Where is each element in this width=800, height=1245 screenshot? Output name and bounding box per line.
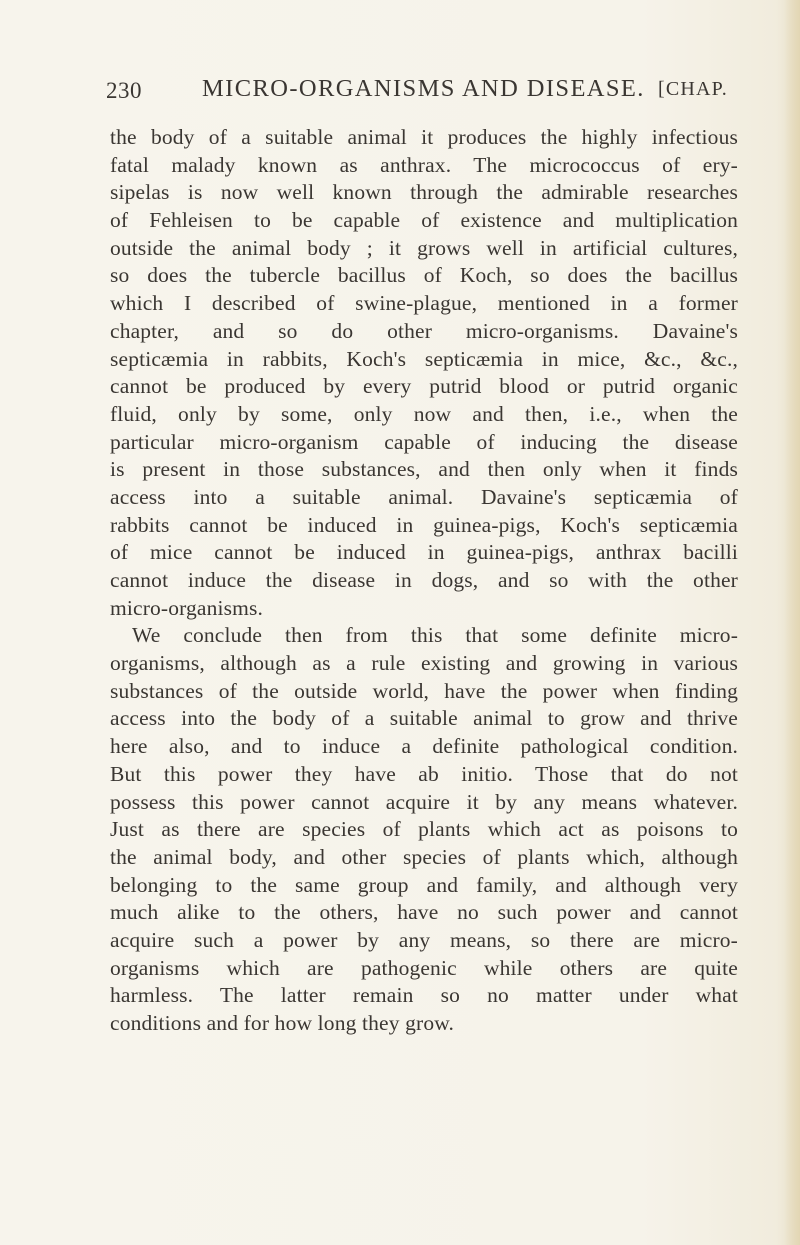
text-line: of mice cannot be induced in guinea-pigs, anthrax bacilli [110, 540, 738, 565]
text-line: cannot be produced by every putrid blood or putrid organic [110, 374, 738, 399]
chapter-marker: [CHAP. [658, 78, 728, 100]
text-line: fatal malady known as anthrax. The micrococcus of ery- [110, 152, 738, 177]
text-line: acquire such a power by any means, so there are micro- [110, 927, 738, 952]
text-line: particular micro-organism capable of inducing the disease [110, 429, 738, 454]
text-line: so does the tubercle bacillus of Koch, so does the bacillus [110, 263, 738, 288]
paragraph-start-line: We conclude then from this that some definite micro- [132, 623, 738, 648]
text-line: harmless. The latter remain so no matter under what [110, 983, 738, 1008]
text-line: But this power they have ab initio. Those that do not [110, 761, 738, 786]
text-line: belonging to the same group and family, and although very [110, 872, 738, 897]
text-line: micro-organisms. [110, 595, 264, 620]
body-text [110, 124, 738, 1038]
running-title: MICRO-ORGANISMS AND DISEASE. [202, 75, 645, 102]
text-line: here also, and to induce a definite pathological condition. [110, 734, 738, 759]
text-line: substances of the outside world, have the power when finding [110, 678, 738, 703]
text-line: the animal body, and other species of plants which, although [110, 844, 738, 869]
text-line: septicæmia in rabbits, Koch's septicæmia in mice, &c., &c., [110, 346, 738, 371]
text-line: outside the animal body ; it grows well in artificial cultures, [110, 235, 738, 260]
page-edge-shading [784, 0, 800, 1245]
page-number: 230 [106, 78, 142, 103]
text-line: sipelas is now well known through the admirable researches [110, 180, 738, 205]
text-line: much alike to the others, have no such power and cannot [110, 900, 738, 925]
text-line: organisms, although as a rule existing and growing in various [110, 651, 738, 676]
text-line: access into the body of a suitable animal to grow and thrive [110, 706, 738, 731]
text-line: access into a suitable animal. Davaine's septicæmia of [110, 484, 738, 509]
text-line: conditions and for how long they grow. [110, 1011, 455, 1035]
text-line: the body of a suitable animal it produces the highly infectious [110, 125, 738, 149]
text-line: of Fehleisen to be capable of existence and multiplication [110, 208, 738, 233]
text-line: fluid, only by some, only now and then, i.e., when the [110, 401, 738, 426]
text-line: which I described of swine-plague, mentioned in a former [110, 291, 738, 316]
text-line: possess this power cannot acquire it by any means whatever. [110, 789, 738, 814]
text-line: organisms which are pathogenic while others are quite [110, 955, 738, 980]
text-line: rabbits cannot be induced in guinea-pigs, Koch's septicæmia [110, 512, 738, 537]
text-line: chapter, and so do other micro-organisms. Davaine's [110, 318, 738, 343]
running-head [106, 70, 746, 104]
text-line: is present in those substances, and then only when it finds [110, 457, 738, 482]
text-line: cannot induce the disease in dogs, and so with the other [110, 568, 738, 592]
text-line: Just as there are species of plants which act as poisons to [110, 817, 738, 842]
